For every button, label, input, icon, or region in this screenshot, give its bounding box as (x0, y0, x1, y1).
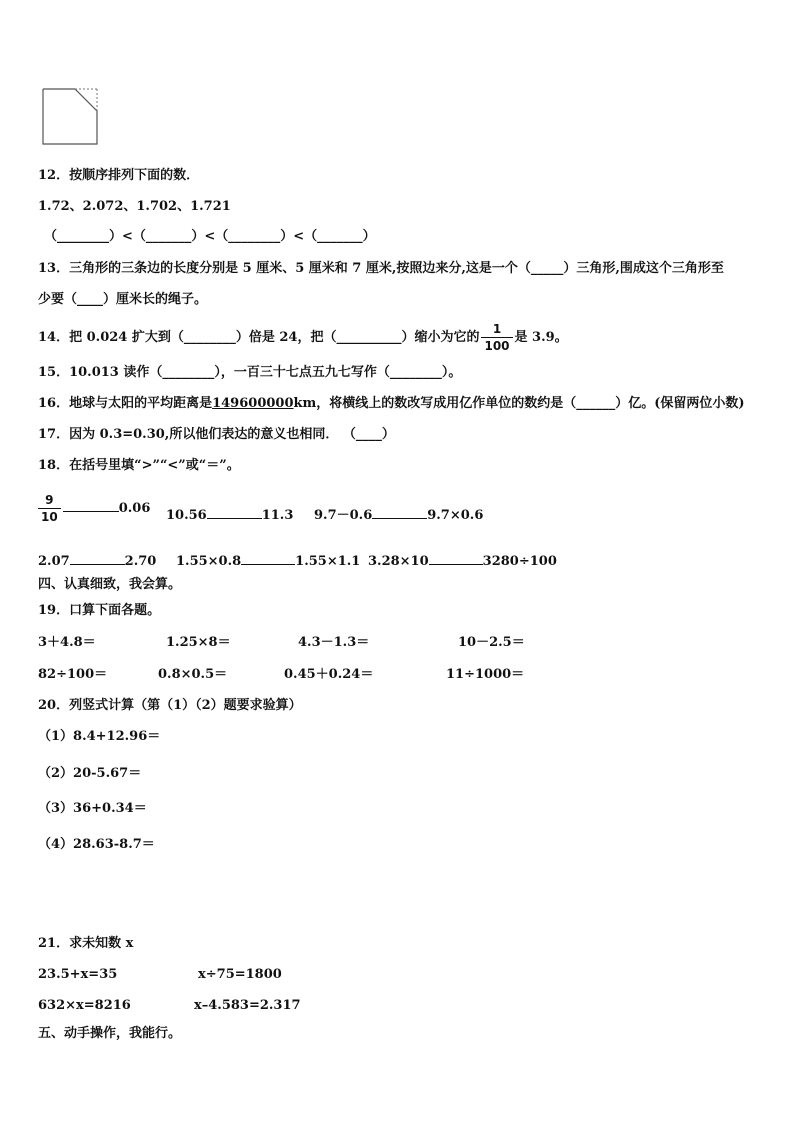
q18-r1-i3-right: 9.7×0.6 (427, 508, 484, 523)
q15-text: 15．10.013 读作（________），一百三十七点五九七写作（________）。 (38, 365, 462, 380)
q20-item-3: （3）36+0.34＝ (38, 801, 147, 816)
q21-r1-c1: 23.5+x=35 (38, 967, 118, 982)
q21-r2-c2: x–4.583=2.317 (194, 998, 301, 1013)
q18-fraction (38, 493, 61, 524)
q20-item-4: （4）28.63-8.7＝ (38, 837, 155, 852)
q16-before: 16．地球与太阳的平均距离是 (38, 396, 213, 411)
q13-line1: 13．三角形的三条边的长度分别是 5 厘米、5 厘米和 7 厘米,按照边来分,这是一个（_____）三角形,围成这个三角形至 (38, 261, 724, 276)
q13-line2: 少要（____）厘米长的绳子。 (38, 292, 208, 307)
q18-r2-i3-right: 3280÷100 (482, 554, 557, 569)
q19-r1-c3: 4.3－1.3＝ (298, 635, 370, 650)
q14-before: 14．把 0.024 扩大到（________）倍是 24，把（__________）缩小为它的 (38, 330, 480, 345)
q18-row2-item3 (368, 552, 557, 570)
q18-r1-i3-left: 9.7－0.6 (314, 508, 373, 523)
q12-numbers: 1.72、2.072、1.702、1.721 (38, 199, 231, 214)
q18-r2-i2-right: 1.55×1.1 (295, 554, 361, 569)
q18-r2-i1-right: 2.70 (124, 554, 157, 569)
q14-line (38, 322, 568, 354)
q14-fraction (481, 322, 512, 353)
q18-row2-item1 (38, 552, 156, 570)
q18-row1-item3 (314, 506, 483, 524)
section5-title: 五、动手操作，我能行。 (38, 1026, 182, 1041)
q18-r1-i1-right: 0.06 (118, 501, 151, 516)
q19-r2-c1: 82÷100＝ (38, 667, 108, 682)
section4-title: 四、认真细致，我会算。 (38, 577, 182, 592)
q18-title: 18．在括号里填“>”“<”或“＝”。 (38, 458, 240, 473)
q16-line (38, 396, 745, 412)
q14-after: 是 3.9。 (514, 330, 568, 345)
q18-r2-i1-left: 2.07 (38, 554, 70, 569)
q18-r1-i2-left: 10.56 (166, 508, 207, 523)
q14-frac-num: 1 (492, 322, 502, 336)
folded-square-figure (42, 88, 100, 146)
q19-r1-c4: 10－2.5＝ (458, 635, 525, 650)
q18-row1-item1 (36, 493, 150, 524)
q20-item-2: （2）20-5.67＝ (38, 766, 142, 781)
q21-title: 21．求未知数 x (38, 936, 134, 951)
q12-blank-row: （________）<（_______）<（________）<（_______） (44, 229, 376, 244)
q12-title: 12．按顺序排列下面的数． (38, 168, 200, 183)
q18-r1-i2-right: 11.3 (261, 508, 294, 523)
q21-r2-c1: 632×x=8216 (38, 998, 131, 1013)
q18-row1-item2 (166, 506, 293, 524)
q18-r2-i2-left: 1.55×0.8 (176, 554, 242, 569)
q18-row2-item2 (176, 552, 360, 570)
q19-r2-c4: 11÷1000＝ (446, 667, 525, 682)
q17-text: 17．因为 0.3=0.30,所以他们表达的意义也相同． （____） (38, 427, 395, 442)
q20-item-1: （1）8.4+12.96＝ (38, 729, 161, 744)
q21-r1-c2: x÷75=1800 (198, 967, 282, 982)
q19-r2-c2: 0.8×0.5＝ (158, 667, 228, 682)
q14-frac-den: 100 (484, 339, 510, 353)
q19-title: 19．口算下面各题。 (38, 603, 161, 618)
q16-after: km，将横线上的数改写成用亿作单位的数约是（______）亿。(保留两位小数) (293, 396, 745, 411)
q18-frac-den: 10 (41, 510, 58, 524)
q19-r1-c1: 3＋4.8＝ (38, 635, 96, 650)
q20-title: 20．列竖式计算（第（1）（2）题要求验算） (38, 698, 302, 713)
q18-frac-num: 9 (45, 493, 54, 507)
q19-r1-c2: 1.25×8＝ (166, 635, 231, 650)
q18-r2-i3-left: 3.28×10 (368, 554, 429, 569)
q16-underlined-number: 149600000 (212, 396, 294, 411)
q19-r2-c3: 0.45＋0.24＝ (284, 667, 374, 682)
